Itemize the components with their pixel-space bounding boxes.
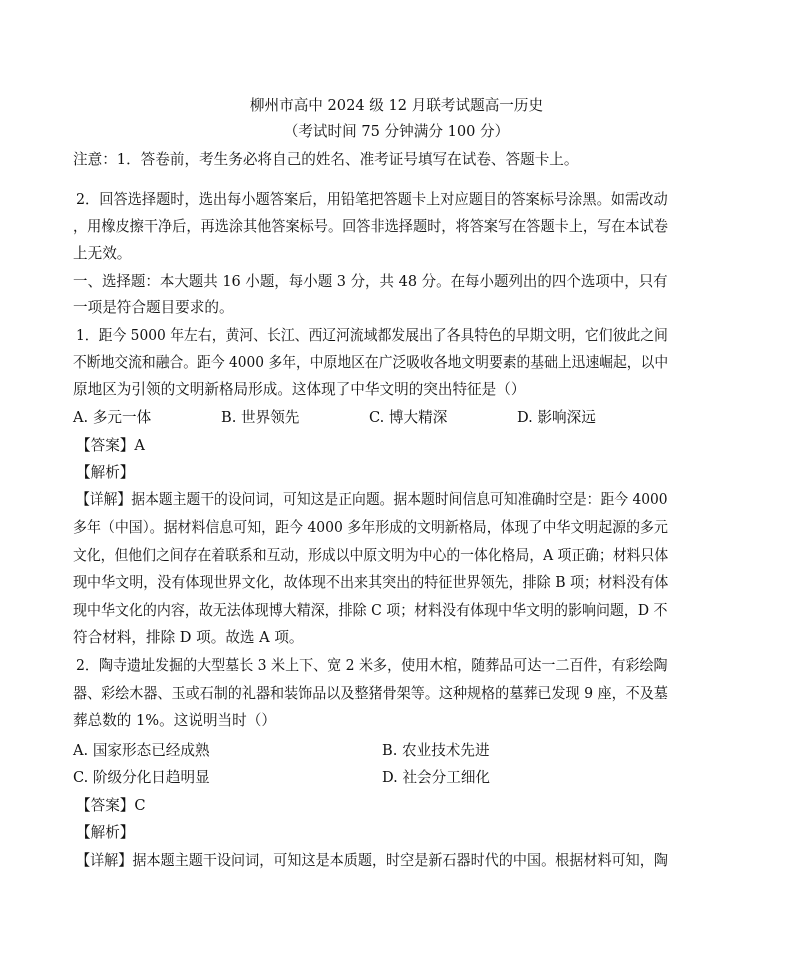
notes-line-4: 上无效。 [73, 245, 132, 262]
notes-line-1: 注意：1．答卷前，考生务必将自己的姓名、准考证号填写在试卷、答题卡上。 [73, 151, 579, 168]
notes-line-2: 2．回答选择题时，选出每小题答案后，用铅笔把答题卡上对应题目的答案标号涂黑。如需改动 [76, 191, 668, 208]
q1-stem-line-1: 1．距今 5000 年左右，黄河、长江、西辽河流域都发展出了各具特色的早期文明，它们彼此之间 [76, 327, 668, 344]
q2-analysis-label: 【解析】 [76, 824, 135, 841]
q2-option-a: A. 国家形态已经成熟 [73, 742, 210, 759]
q2-option-b: B. 农业技术先进 [382, 742, 490, 759]
section-heading-line-1: 一、选择题：本大题共 16 小题，每小题 3 分，共 48 分。在每小题列出的四个选项中，只有 [73, 273, 668, 290]
q1-detail-line-5: 现中华文化的内容，故无法体现博大精深，排除 C 项；材料没有体现中华文明的影响问题，D 不 [73, 602, 668, 619]
q2-detail-line-1: 【详解】据本题主题干设问词，可知这是本质题，时空是新石器时代的中国。根据材料可知，陶 [76, 852, 668, 869]
exam-title: 柳州市高中 2024 级 12 月联考试题高一历史 [249, 97, 544, 114]
q2-option-d: D. 社会分工细化 [382, 769, 491, 786]
q1-detail-line-1: 【详解】据本题主题干的设问词，可知这是正向题。据本题时间信息可知准确时空是：距今 4000 [76, 491, 668, 508]
q1-detail-line-6: 符合材料，排除 D 项。故选 A 项。 [73, 629, 304, 646]
q2-option-c: C. 阶级分化日趋明显 [73, 769, 210, 786]
q1-option-b: B. 世界领先 [221, 409, 300, 426]
q2-stem-line-1: 2．陶寺遗址发掘的大型墓长 3 米上下、宽 2 米多，使用木棺，随葬品可达一二百件，有彩绘陶 [76, 657, 668, 674]
q1-answer: 【答案】A [76, 437, 145, 454]
q1-analysis-label: 【解析】 [76, 464, 135, 481]
q1-stem-line-2: 不断地交流和融合。距今 4000 多年，中原地区在广泛吸收各地文明要素的基础上迅速崛起，以中 [73, 354, 669, 371]
q1-option-a: A. 多元一体 [73, 409, 152, 426]
q1-option-c: C. 博大精深 [369, 409, 448, 426]
q2-answer: 【答案】C [76, 797, 146, 814]
section-heading-line-2: 一项是符合题目要求的。 [73, 299, 234, 316]
q2-stem-line-2: 器、彩绘木器、玉或石制的礼器和装饰品以及整猪骨架等。这种规格的墓葬已发现 9 座，不及墓 [73, 685, 668, 702]
q1-stem-line-3: 原地区为引领的文明新格局形成。这体现了中华文明的突出特征是（） [73, 381, 526, 398]
q1-detail-line-2: 多年（中国）。据材料信息可知，距今 4000 多年形成的文明新格局，体现了中华文明起源的多元 [73, 519, 668, 536]
notes-line-3: ，用橡皮擦干净后，再选涂其他答案标号。回答非选择题时，将答案写在答题卡上，写在本试卷 [73, 218, 668, 235]
q1-option-d: D. 影响深远 [517, 409, 596, 426]
exam-subtitle: （考试时间 75 分钟满分 100 分） [283, 123, 510, 140]
q2-stem-line-3: 葬总数的 1%。这说明当时（） [73, 712, 276, 729]
q1-detail-line-4: 现中华文明，没有体现世界文化，故体现不出来其突出的特征世界领先，排除 B 项；材料没有体 [73, 574, 669, 591]
q1-detail-line-3: 文化，但他们之间存在着联系和互动，形成以中原文明为中心的一体化格局，A 项正确；材料只体 [73, 547, 669, 564]
